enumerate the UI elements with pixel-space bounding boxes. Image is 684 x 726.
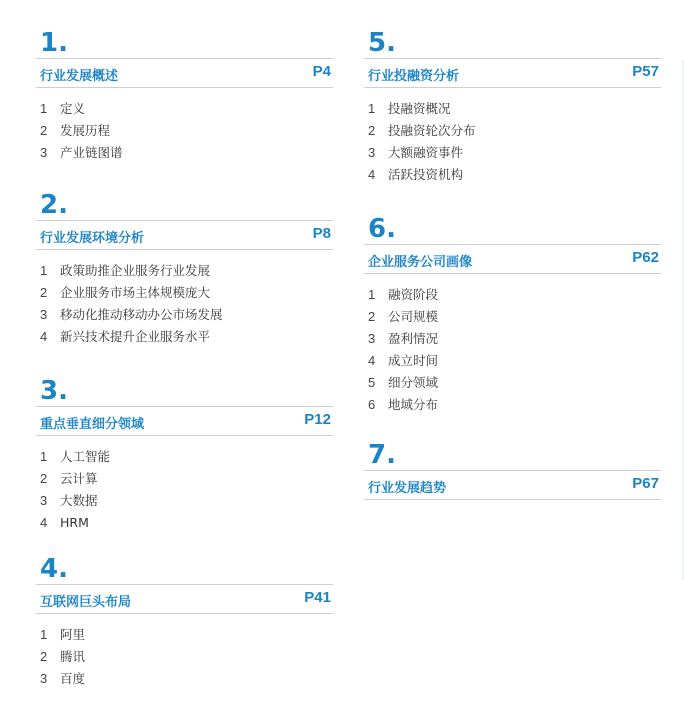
section-header[interactable] [364, 58, 661, 88]
list-item[interactable]: 1 阿里 [40, 627, 86, 642]
section-title[interactable]: 行业发展概述 [40, 69, 119, 84]
section-header[interactable] [364, 470, 661, 500]
list-item[interactable]: 2 腾讯 [40, 649, 86, 664]
section-number: 5. [368, 28, 396, 58]
list-item[interactable]: 4 活跃投资机构 [368, 167, 464, 182]
list-item[interactable]: 2 公司规模 [368, 309, 439, 324]
section-page-number[interactable]: P41 [304, 589, 331, 606]
section-number: 7. [368, 440, 396, 470]
list-item[interactable]: 2 企业服务市场主体规模庞大 [40, 285, 211, 300]
list-item[interactable]: 5 细分领域 [368, 375, 439, 390]
section-title[interactable]: 行业投融资分析 [368, 69, 460, 84]
section-item-list [40, 624, 85, 690]
list-item[interactable]: 4 HRM [40, 515, 89, 530]
section-item-list [368, 284, 438, 416]
section-page-number[interactable]: P62 [632, 249, 659, 266]
section-number: 6. [368, 214, 396, 244]
section-page-number[interactable]: P4 [312, 63, 331, 80]
section-item-list [40, 446, 110, 534]
section-header[interactable] [36, 584, 333, 614]
section-number: 4. [40, 554, 68, 584]
section-item-list [40, 98, 123, 164]
section-header[interactable] [36, 58, 333, 88]
section-number: 2. [40, 190, 68, 220]
list-item[interactable]: 4 新兴技术提升企业服务水平 [40, 329, 211, 344]
list-item[interactable]: 3 移动化推动移动办公市场发展 [40, 307, 223, 322]
section-item-list [40, 260, 223, 348]
list-item[interactable]: 1 政策助推企业服务行业发展 [40, 263, 211, 278]
section-item-list [368, 98, 476, 186]
section-title[interactable]: 重点垂直细分领域 [40, 417, 145, 432]
section-title[interactable]: 互联网巨头布局 [40, 595, 132, 610]
list-item[interactable]: 3 百度 [40, 671, 86, 686]
list-item[interactable]: 3 大额融资事件 [368, 145, 464, 160]
list-item[interactable]: 1 投融资概况 [368, 101, 451, 116]
section-number: 1. [40, 28, 68, 58]
list-item[interactable]: 2 发展历程 [40, 123, 111, 138]
list-item[interactable]: 2 投融资轮次分布 [368, 123, 476, 138]
list-item[interactable]: 3 大数据 [40, 493, 98, 508]
list-item[interactable]: 3 产业链图谱 [40, 145, 123, 160]
section-page-number[interactable]: P12 [304, 411, 331, 428]
section-page-number[interactable]: P57 [632, 63, 659, 80]
section-title[interactable]: 行业发展环境分析 [40, 231, 145, 246]
list-item[interactable]: 4 成立时间 [368, 353, 439, 368]
list-item[interactable]: 6 地域分布 [368, 397, 439, 412]
section-title[interactable]: 行业发展趋势 [368, 481, 447, 496]
section-header[interactable] [36, 220, 333, 250]
section-page-number[interactable]: P67 [632, 475, 659, 492]
section-title[interactable]: 企业服务公司画像 [368, 255, 473, 270]
section-number: 3. [40, 376, 68, 406]
list-item[interactable]: 1 人工智能 [40, 449, 111, 464]
list-item[interactable]: 3 盈利情况 [368, 331, 439, 346]
list-item[interactable]: 2 云计算 [40, 471, 98, 486]
section-header[interactable] [36, 406, 333, 436]
section-page-number[interactable]: P8 [312, 225, 331, 242]
list-item[interactable]: 1 定义 [40, 101, 86, 116]
section-header[interactable] [364, 244, 661, 274]
list-item[interactable]: 1 融资阶段 [368, 287, 439, 302]
